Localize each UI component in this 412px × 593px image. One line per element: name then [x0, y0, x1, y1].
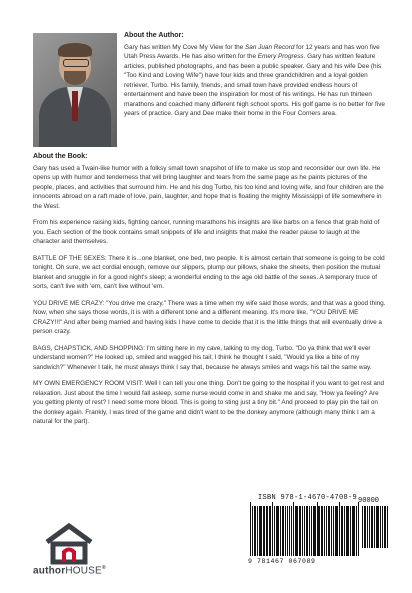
about-book-section [33, 152, 387, 434]
isbn-label: ISBN 978-1-4670-4708-9 [258, 494, 358, 502]
about-author-heading: About the Author: [124, 32, 184, 39]
barcode-digits: 9 781467 067089 [248, 558, 316, 565]
book-paragraph: BAGS, CHAPSTICK, AND SHOPPING: I'm sitting here in my cave, talking to my dog, Turbo. "Do ya think that we'll ever understand women?" He looked up, smiled and wagged his tail; I think he thought I said, "Would ya like a bite of my sandwich?" Whenever I talk, he must always think I say that, because he always smiles and wags his tail the same way. [33, 344, 372, 371]
price-code: 90000 [358, 497, 380, 505]
barcode-supplement-bars [362, 506, 390, 548]
book-paragraph: Gary has used a Twain-like humor with a folksy small town snapshot of life to make us stop and reconsider our own life. He opens up with humor and tenderness that will bring laughter and tears from the same page as he paints pictures of the people, places, and activities that surround him. He and his dog Turbo, his too kind and loving wife, and four children are the innocents abroad on a raft made of love, pain, laughter, and hope that is floating the mighty Mississippi of life somewhere in the West. [33, 164, 384, 210]
author-photo [33, 33, 117, 147]
barcode-bars [250, 506, 360, 556]
book-paragraph: YOU DRIVE ME CRAZY: "You drive me crazy." There was a time when my wife said those words, and that was a good thing. Now, when she says those words, it is with a different tone and a different meaning. It's more like, "YOU DRIVE ME CRAZY!!!" And after being married and having kids I have come to decide that it is the little things that will eventually drive a person crazy. [33, 299, 386, 335]
about-author-text: Gary has written My Cove My View for the San Juan Record for 12 years and has won five Utah Press Awards. He has also written for the Emery Progress. Gary has written feature articles, published photographs, and has been a public speaker. Gary and his wife Dee (his "Too Kind and Loving Wife") have four kids and three grandchildren and a loyal golden retriever, Turbo. His family, friends, and small town have provided endless hours of entertainment and have been the inspiration for most of his writings. He has run thirteen marathons and coached many different high school sports. His golf game is no better for five years of practice. Gary and Dee make their home in the Four Corners area. [124, 43, 385, 117]
book-paragraph: MY OWN EMERGENCY ROOM VISIT: Well I can tell you one thing. Don't be going to the hospital if you want to get rest and relaxation. Just about the time I would fall asleep, some nurse would come in and shake me and say, "How ya feeling? Are you getting plenty of rest? I need some more blood. This is going to sting just a tiny bit." And proceed to play pin the tail on the donkey again. Frankly, I was tired of the game and didn't want to be the donkey anymore (although many think I am a natural for the part). [33, 380, 385, 425]
book-paragraph: BATTLE OF THE SEXES: There it is...one blanket, one bed, two people. It is almost certain that someone is going to be cold tonight. Oh sure, we act cordial enough, remove our slippers, plump our pillows, shake the sheets, then position the mutual blanket and snuggle in for a good night's sleep; a wonderful ending to the age old battle of the sexes. A temporary truce of sorts, can't live with 'em, can't live without 'em. [33, 254, 385, 290]
publisher-name: authorHOUSE® [33, 565, 106, 577]
about-author-section [124, 31, 386, 119]
about-book-heading: About the Book: [33, 153, 88, 160]
book-paragraph: From his experience raising kids, fighting cancer, running marathons his insights are like barbs on a fence that grab hold of you. Each section of the book contains small snippets of life and insights that make the reader pause to laugh at the character and themselves. [33, 219, 380, 245]
